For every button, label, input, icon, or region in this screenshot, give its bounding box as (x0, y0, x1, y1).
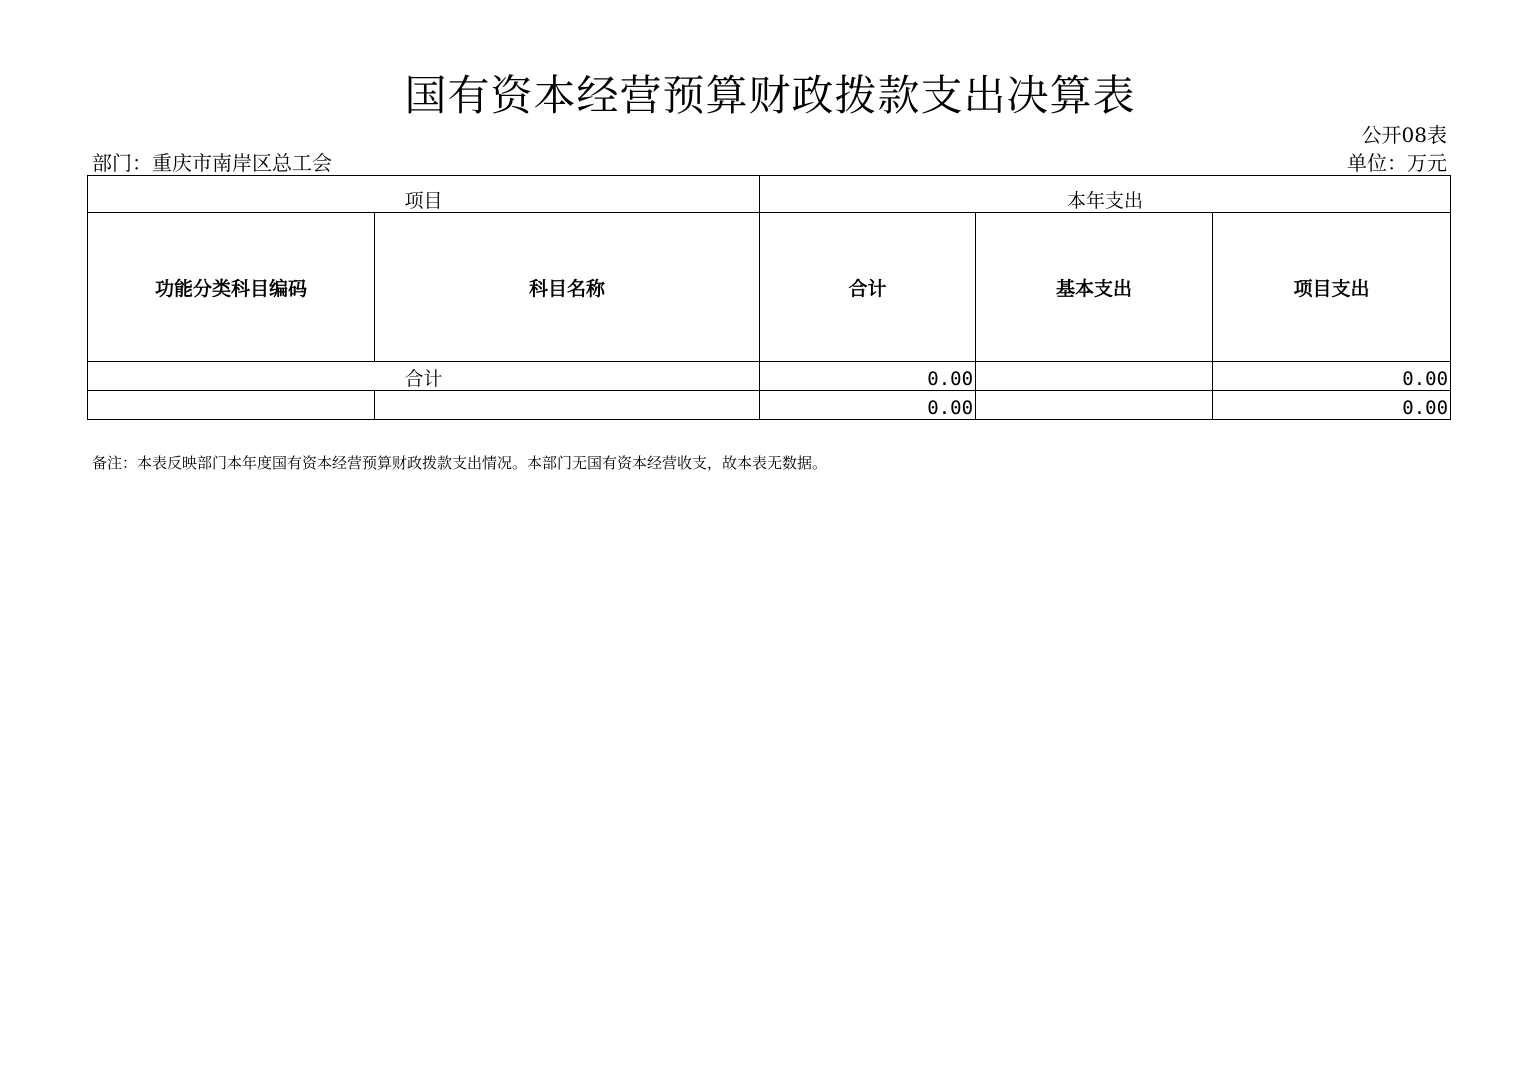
header-current-year-expense: 本年支出 (760, 176, 1451, 213)
header-group-row (88, 176, 1451, 213)
expense-table (87, 175, 1451, 420)
department-label: 部门：重庆市南岸区总工会 (92, 151, 332, 175)
column-header-basic: 基本支出 (976, 213, 1213, 362)
column-header-total: 合计 (760, 213, 976, 362)
total-row (88, 362, 1451, 391)
footnote: 备注：本表反映部门本年度国有资本经营预算财政拨款支出情况。本部门无国有资本经营收支，故本表无数据。 (92, 454, 828, 472)
row-code (88, 391, 375, 420)
row-project: 0.00 (1213, 391, 1451, 420)
total-row-basic (976, 362, 1213, 391)
column-header-project: 项目支出 (1213, 213, 1451, 362)
row-name (375, 391, 760, 420)
form-code: 公开08表 (1361, 123, 1447, 147)
total-row-total: 0.00 (760, 362, 976, 391)
total-row-project: 0.00 (1213, 362, 1451, 391)
column-header-code: 功能分类科目编码 (88, 213, 375, 362)
header-item: 项目 (88, 176, 760, 213)
page-title: 国有资本经营预算财政拨款支出决算表 (404, 71, 1136, 120)
column-header-row (88, 213, 1451, 362)
table-row (88, 391, 1451, 420)
column-header-name: 科目名称 (375, 213, 760, 362)
total-row-label: 合计 (88, 362, 760, 391)
row-total: 0.00 (760, 391, 976, 420)
row-basic (976, 391, 1213, 420)
unit-label: 单位：万元 (1347, 151, 1447, 175)
